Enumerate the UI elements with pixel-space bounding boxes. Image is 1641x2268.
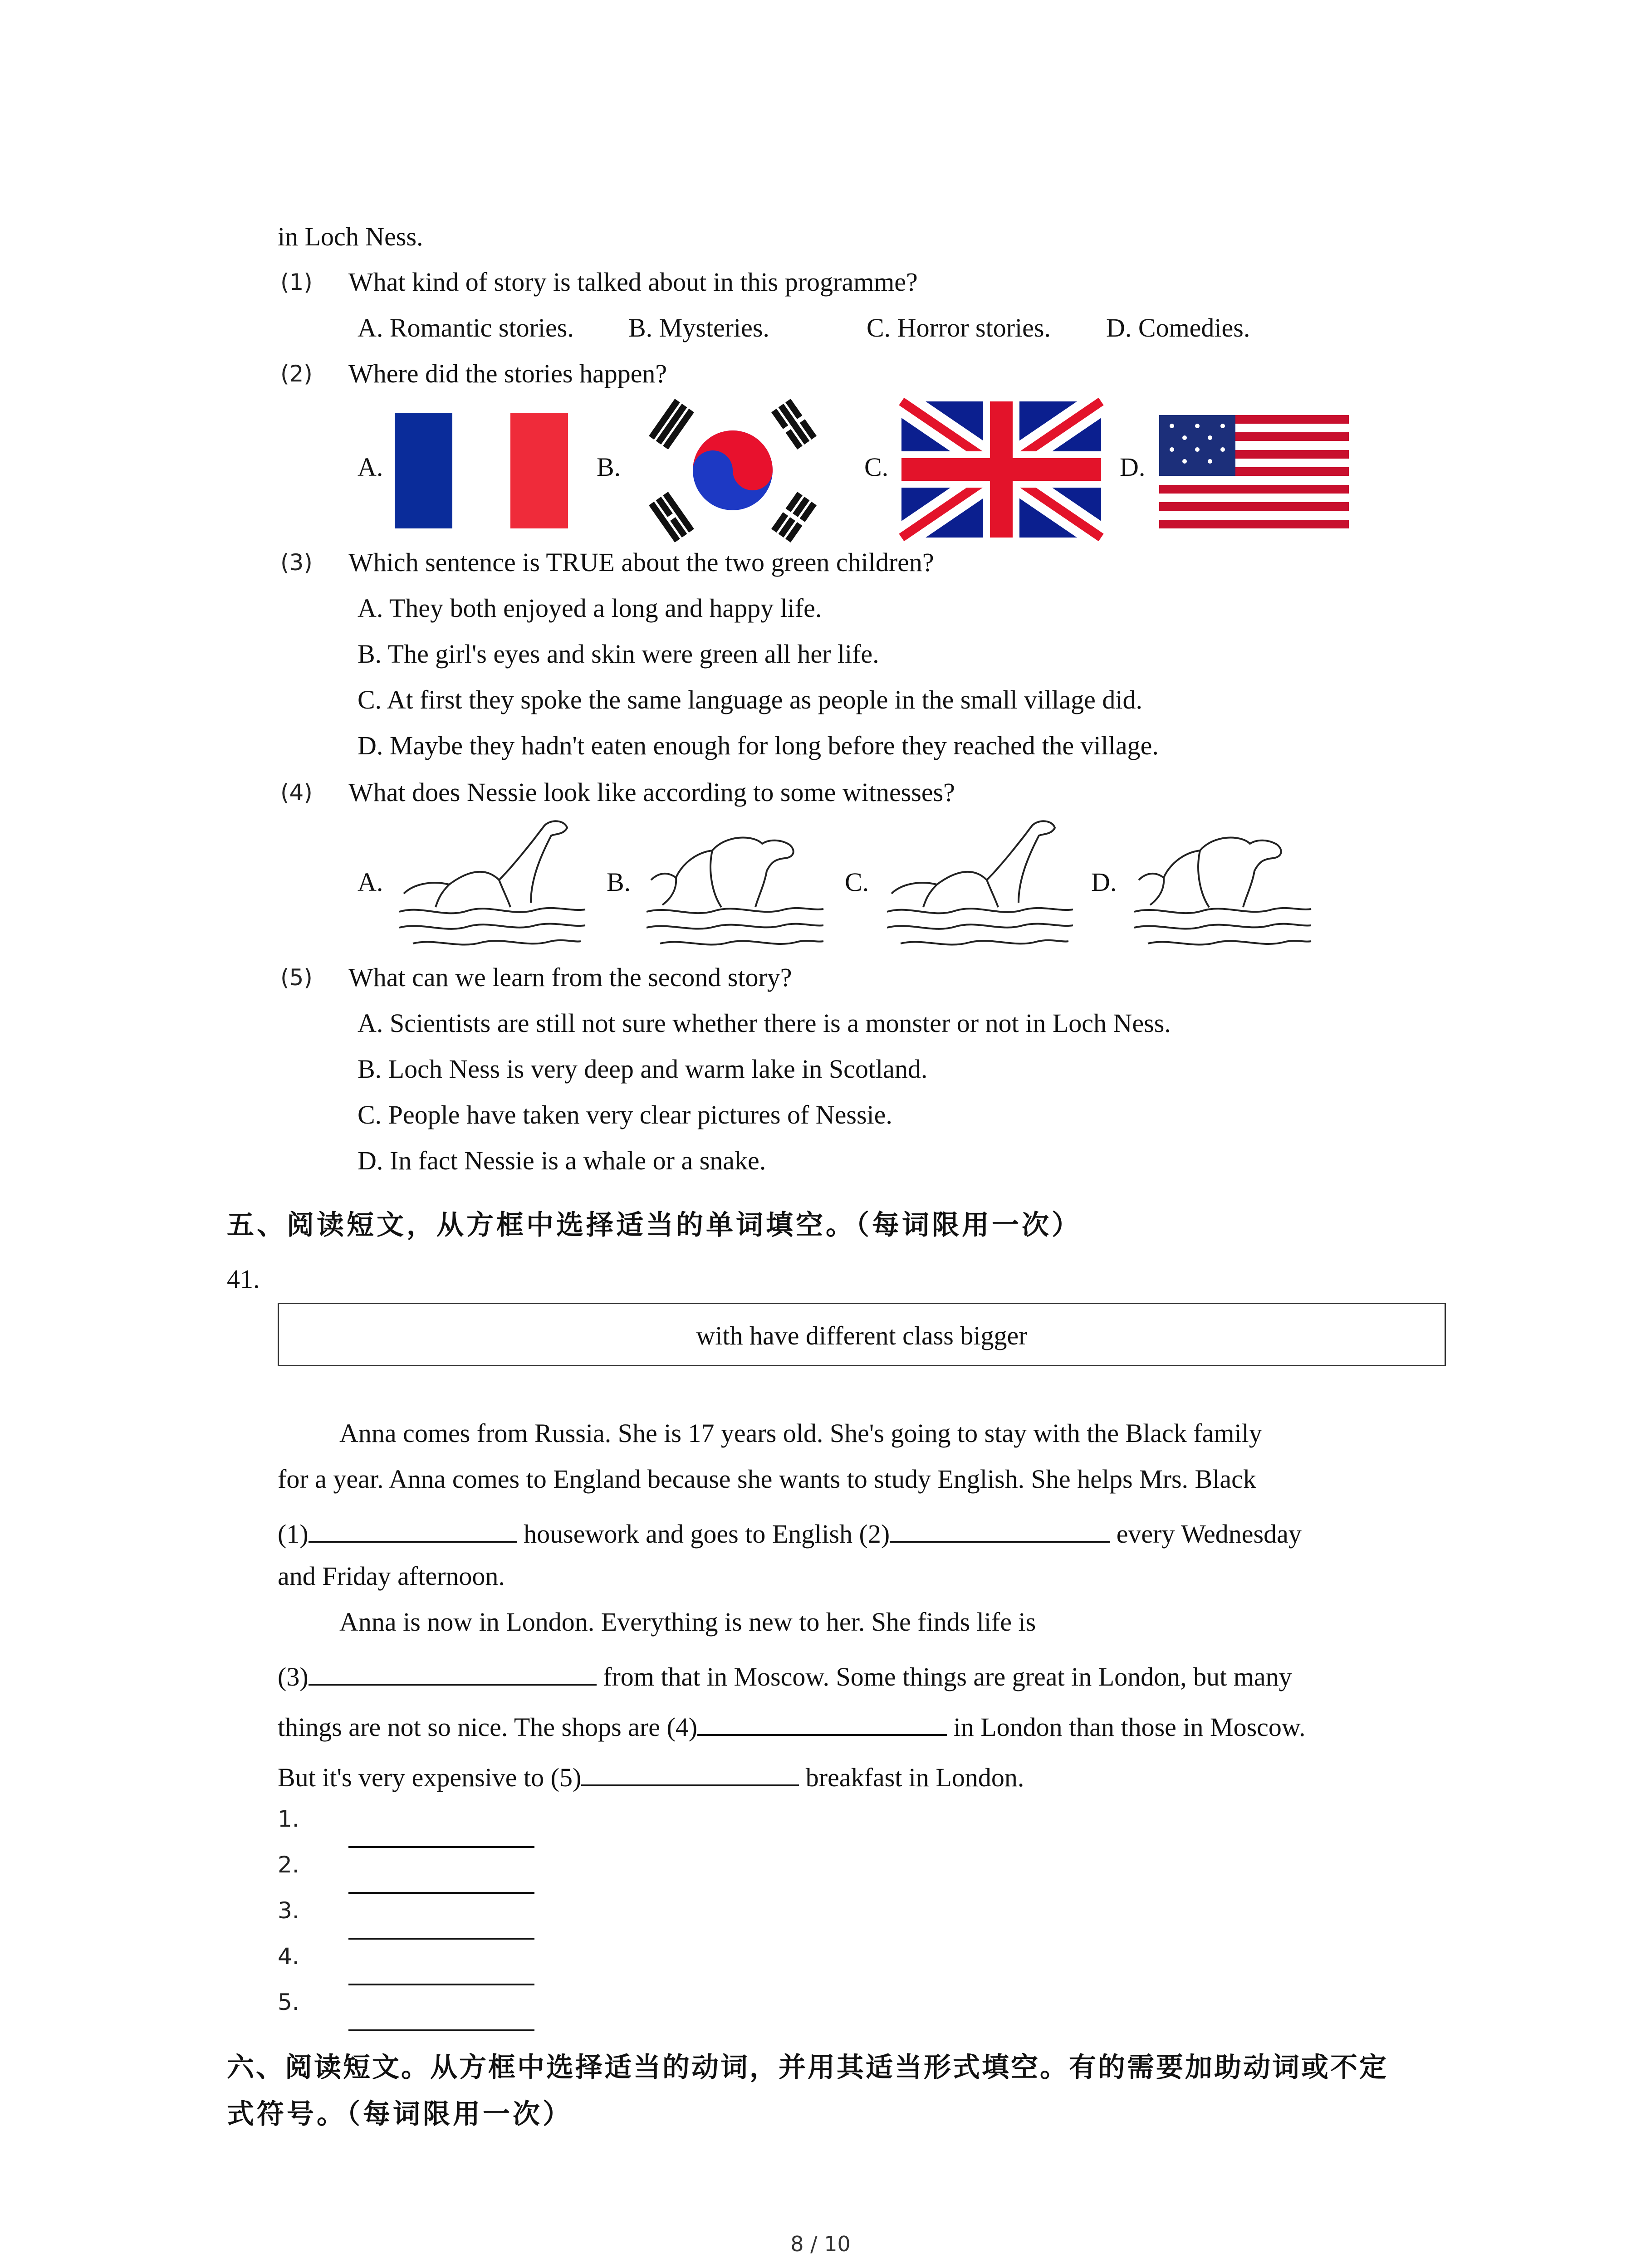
question-number: (4) bbox=[280, 779, 313, 806]
section-heading: 六、阅读短文。从方框中选择适当的动词，并用其适当形式填空。有的需要加助动词或不定 bbox=[227, 2052, 1388, 2083]
option-d: D. bbox=[1091, 867, 1117, 897]
blank-3[interactable] bbox=[309, 1657, 597, 1686]
passage-line bbox=[278, 1757, 1024, 1794]
blank-5[interactable] bbox=[581, 1757, 799, 1786]
option-c: C. bbox=[864, 452, 889, 482]
option-c: C. bbox=[845, 867, 869, 897]
option-b: B. The girl's eyes and skin were green all her life. bbox=[358, 639, 879, 669]
option-a: A. bbox=[358, 452, 383, 482]
option-d: D. Maybe they hadn't eaten enough for long before they reached the village. bbox=[358, 731, 1159, 760]
answer-label: 2. bbox=[278, 1852, 299, 1878]
short-neck-monster-icon bbox=[644, 816, 826, 953]
passage-line bbox=[278, 1707, 1306, 1743]
option-a: A. Romantic stories. bbox=[358, 313, 574, 342]
short-neck-monster-icon bbox=[1132, 816, 1313, 953]
option-d: D. bbox=[1120, 452, 1146, 482]
passage-text: breakfast in London. bbox=[805, 1763, 1024, 1792]
option-c: C. Horror stories. bbox=[867, 313, 1051, 342]
blank-label: (3) bbox=[278, 1662, 309, 1691]
question-number: 41. bbox=[227, 1264, 260, 1294]
answer-line-2[interactable] bbox=[348, 1892, 534, 1894]
option-b: B. bbox=[597, 452, 621, 482]
passage-line: Anna is now in London. Everything is new to her. She finds life is bbox=[339, 1607, 1036, 1637]
option-c: C. People have taken very clear pictures of Nessie. bbox=[358, 1100, 892, 1129]
passage-text: But it's very expensive to (5) bbox=[278, 1763, 582, 1792]
option-b: B. Loch Ness is very deep and warm lake in Scotland. bbox=[358, 1054, 928, 1084]
question-text: What does Nessie look like according to some witnesses? bbox=[348, 777, 955, 807]
question-number: (3) bbox=[280, 549, 313, 576]
question-text: Which sentence is TRUE about the two green children? bbox=[348, 547, 934, 577]
long-neck-monster-icon bbox=[395, 816, 594, 957]
passage-line bbox=[278, 1514, 1302, 1550]
section-heading: 五、阅读短文，从方框中选择适当的单词填空。（每词限用一次） bbox=[227, 1209, 1082, 1241]
question-number: (5) bbox=[280, 964, 313, 991]
question-number: (1) bbox=[280, 269, 313, 295]
passage-text: in London than those in Moscow. bbox=[953, 1712, 1306, 1742]
option-a: A. Scientists are still not sure whether there is a monster or not in Loch Ness. bbox=[358, 1008, 1171, 1038]
passage-text: housework and goes to English (2) bbox=[524, 1519, 890, 1549]
passage-line: for a year. Anna comes to England because she wants to study English. She helps Mrs. Black bbox=[278, 1464, 1256, 1494]
answer-label: 3. bbox=[278, 1897, 299, 1924]
answer-line-1[interactable] bbox=[348, 1846, 534, 1848]
passage-tail: in Loch Ness. bbox=[278, 222, 423, 251]
blank-2[interactable] bbox=[890, 1514, 1110, 1543]
blank-1[interactable] bbox=[309, 1514, 517, 1543]
word-box-text: with have different class bigger bbox=[696, 1321, 1028, 1350]
question-text: What kind of story is talked about in this programme? bbox=[348, 267, 918, 297]
south-korea-flag-icon bbox=[640, 399, 826, 542]
us-flag-icon bbox=[1159, 415, 1349, 528]
option-d: D. In fact Nessie is a whale or a snake. bbox=[358, 1146, 766, 1175]
option-b: B. bbox=[607, 867, 631, 897]
section-heading: 式符号。（每词限用一次） bbox=[227, 2098, 573, 2130]
answer-line-5[interactable] bbox=[348, 2029, 534, 2031]
option-a: A. bbox=[358, 867, 383, 897]
blank-4[interactable] bbox=[697, 1707, 947, 1736]
option-a: A. They both enjoyed a long and happy life. bbox=[358, 593, 822, 623]
answer-label: 4. bbox=[278, 1943, 299, 1970]
passage-text: things are not so nice. The shops are (4) bbox=[278, 1712, 698, 1742]
question-number: (2) bbox=[280, 361, 313, 387]
blank-label: (1) bbox=[278, 1519, 309, 1549]
passage-line bbox=[278, 1657, 1292, 1693]
union-jack-flag-icon bbox=[901, 401, 1101, 538]
option-c: C. At first they spoke the same language as people in the small village did. bbox=[358, 685, 1142, 714]
answer-line-4[interactable] bbox=[348, 1984, 534, 1985]
passage-line: and Friday afternoon. bbox=[278, 1561, 505, 1591]
answer-label: 1. bbox=[278, 1806, 299, 1832]
passage-line: Anna comes from Russia. She is 17 years old. She's going to stay with the Black family bbox=[339, 1418, 1262, 1448]
long-neck-monster-icon bbox=[882, 816, 1082, 957]
answer-line-3[interactable] bbox=[348, 1938, 534, 1940]
question-text: Where did the stories happen? bbox=[348, 359, 667, 388]
france-flag-icon bbox=[395, 413, 568, 528]
option-b: B. Mysteries. bbox=[628, 313, 769, 342]
option-d: D. Comedies. bbox=[1106, 313, 1250, 342]
question-text: What can we learn from the second story? bbox=[348, 963, 792, 992]
answer-label: 5. bbox=[278, 1989, 299, 2015]
passage-text: every Wednesday bbox=[1116, 1519, 1302, 1549]
page-number: 8 / 10 bbox=[790, 2232, 851, 2256]
word-box bbox=[278, 1303, 1446, 1366]
passage-text: from that in Moscow. Some things are great in London, but many bbox=[603, 1662, 1292, 1691]
